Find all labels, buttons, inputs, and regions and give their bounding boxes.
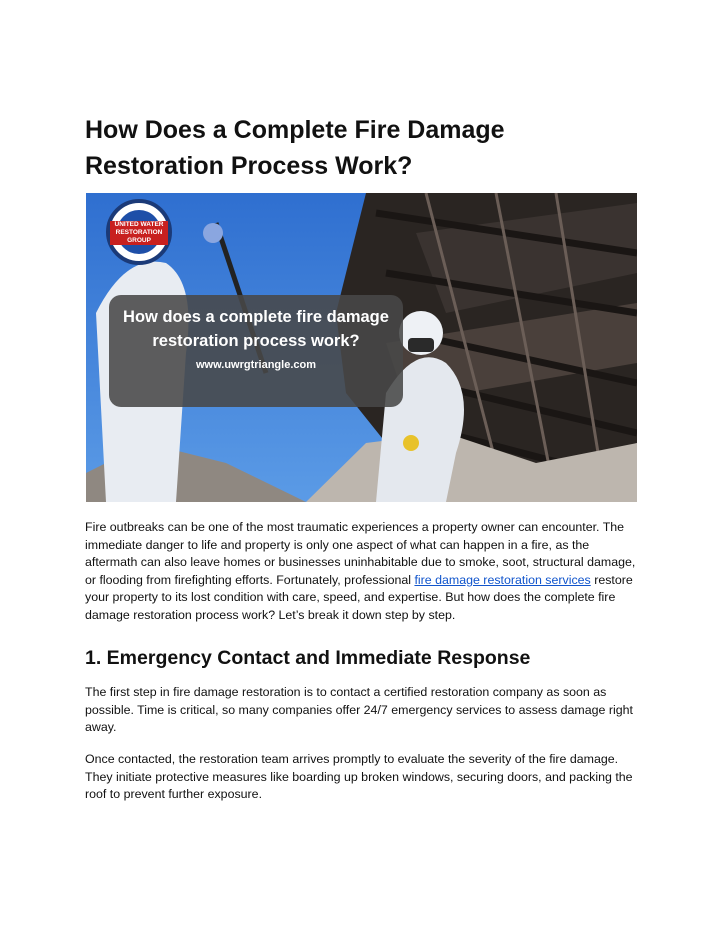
section-1-heading: 1. Emergency Contact and Immediate Response: [85, 647, 531, 669]
logo-text: [106, 221, 172, 245]
logo-line-1: UNITED WATER: [110, 221, 168, 229]
section-1-paragraph-2: Once contacted, the restoration team arrives promptly to evaluate the severity of the fire damage. They initiate protective measures like boarding up broken windows, securing doors, and packing the roof to prevent further exposure.: [85, 752, 633, 801]
hero-image: [86, 193, 637, 502]
hero-overlay: [109, 295, 403, 407]
fire-damage-services-link[interactable]: fire damage restoration services: [414, 572, 591, 587]
hero-overlay-url: www.uwrgtriangle.com: [196, 359, 316, 371]
intro-text-start: Fire outbreaks can be one of the most traumatic experiences a property owner can encounter. The immediate danger to life and property is only one aspect of what can happen in a fire, as the aftermath can also leave homes or businesses uninhabitable due to smoke, soot, structural damage, or flooding from firefighting efforts. Fortunately, professional: [85, 520, 636, 587]
intro-paragraph: [85, 519, 641, 624]
hero-overlay-title: How does a complete fire damage restoration process work?: [123, 308, 389, 350]
logo-line-2: RESTORATION: [110, 229, 168, 237]
page-title: How Does a Complete Fire Damage Restoration Process Work?: [85, 116, 505, 180]
section-1-paragraph-1: The first step in fire damage restoration is to contact a certified restoration company as soon as possible. Time is critical, so many companies offer 24/7 emergency services to assess damage right away.: [85, 685, 633, 734]
company-logo: [106, 199, 172, 265]
logo-line-3: GROUP: [110, 237, 168, 245]
intro-text-end: restore your property to its lost condition with care, speed, and expertise. But how does the complete fire damage restoration process work? Let’s break it down step by step.: [85, 572, 633, 622]
